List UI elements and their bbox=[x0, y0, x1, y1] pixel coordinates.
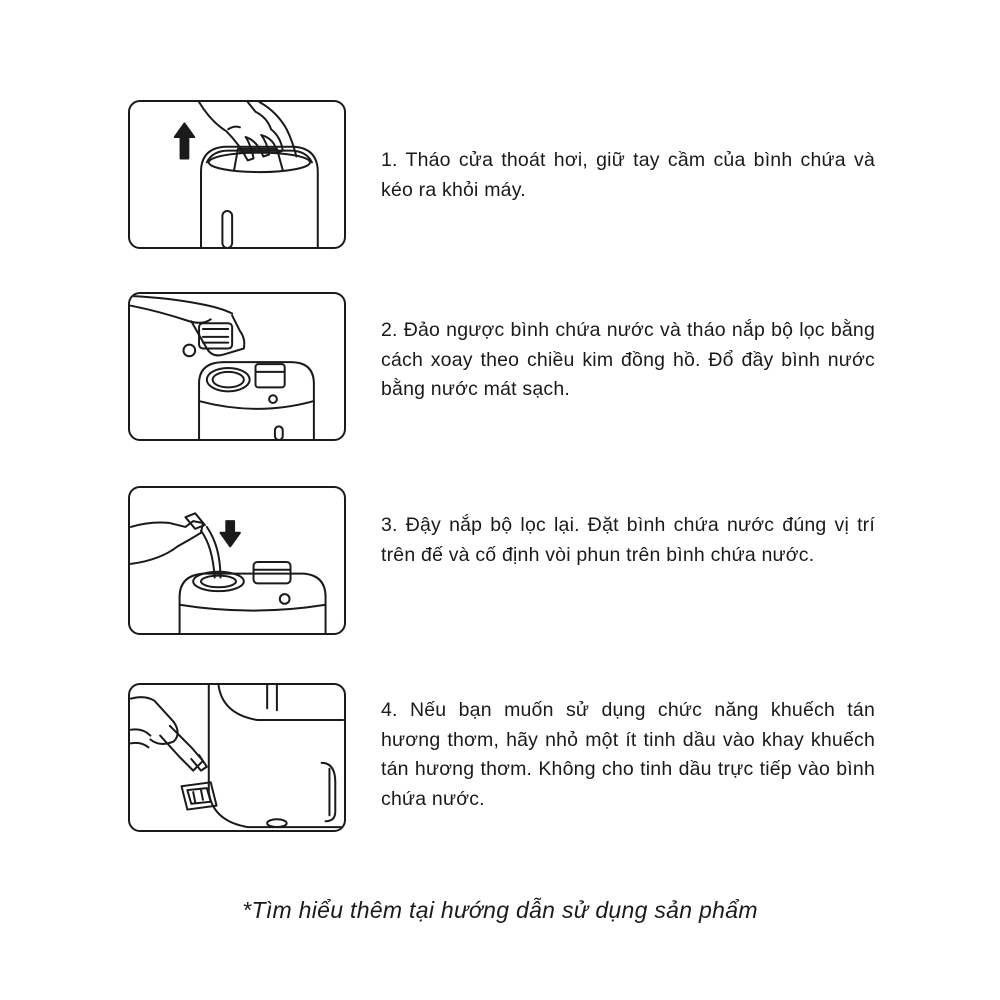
unscrew-filter-cap-illustration bbox=[128, 292, 346, 441]
pour-water-illustration bbox=[128, 486, 346, 635]
down-arrow-icon bbox=[220, 521, 239, 546]
step-3-text: 3. Đậy nắp bộ lọc lại. Đặt bình chứa nước đúng vị trí trên đế và cố định vòi phun trên bình chứa nước. bbox=[381, 514, 875, 566]
step-4-text: 4. Nếu bạn muốn sử dụng chức năng khuếch tán hương thơm, hãy nhỏ một ít tinh dầu vào khay khuếch tán hương thơm. Không cho tinh dầu trực tiếp vào bình chứa nước. bbox=[381, 699, 875, 810]
step-2-text: 2. Đảo ngược bình chứa nước và tháo nắp bộ lọc bằng cách xoay theo chiều kim đồng hồ. Đổ đầy bình nước bằng nước mát sạch. bbox=[381, 319, 875, 400]
step-1-text: 1. Tháo cửa thoát hơi, giữ tay cầm của bình chứa và kéo ra khỏi máy. bbox=[381, 149, 875, 201]
remove-tank-illustration bbox=[128, 100, 346, 249]
up-arrow-icon bbox=[175, 123, 194, 158]
essential-oil-illustration bbox=[128, 683, 346, 832]
footer-note: *Tìm hiểu thêm tại hướng dẫn sử dụng sản phẩm bbox=[242, 897, 758, 923]
